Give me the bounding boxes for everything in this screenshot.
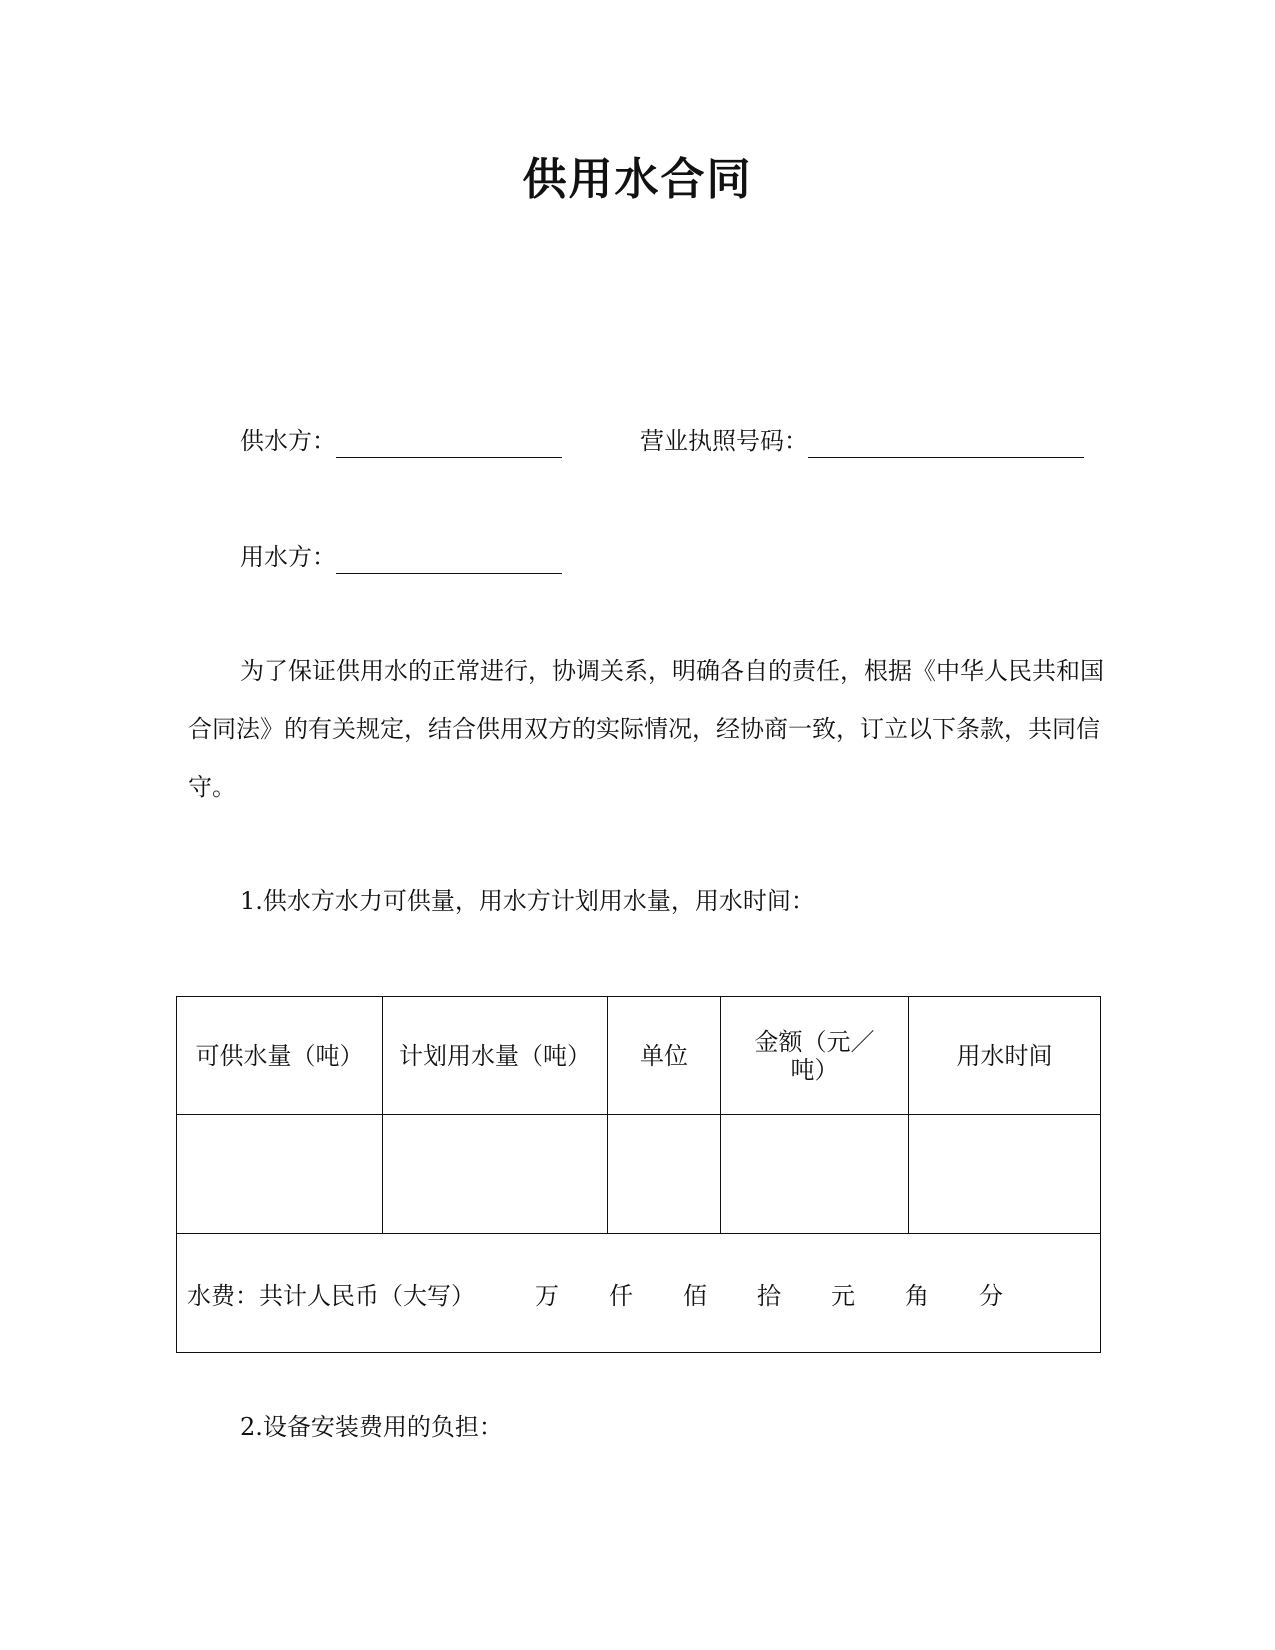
clause-2: 2.设备安装费用的负担： [240,1413,503,1441]
document-title: 供用水合同 [522,154,753,205]
table-row [177,1115,1101,1234]
fee-unit-wan: 万 [535,1281,559,1310]
user-field [240,540,562,574]
header-usage-time: 用水时间 [909,997,1101,1115]
fee-label: 水费：共计人民币（大写） [187,1281,475,1310]
fee-unit-fen: 分 [979,1281,1003,1310]
fee-unit-shi: 拾 [757,1281,781,1310]
header-amount: 金额（元／吨） [721,997,909,1115]
license-label: 营业执照号码： [640,427,808,455]
header-supply-volume: 可供水量（吨） [177,997,383,1115]
fee-unit-qian: 仟 [609,1281,633,1310]
cell-usage-time[interactable] [909,1115,1101,1234]
table-header-row [177,997,1101,1115]
preamble-text: 为了保证供用水的正常进行，协调关系，明确各自的责任，根据《中华人民共和国合同法》的有关规定，结合供用双方的实际情况，经协商一致，订立以下条款，共同信守。 [188,657,1104,801]
supplier-blank[interactable] [336,427,562,458]
preamble-paragraph [188,642,1108,816]
cell-supply-volume[interactable] [177,1115,383,1234]
fee-cell[interactable] [177,1234,1101,1353]
header-unit: 单位 [608,997,721,1115]
header-planned-volume: 计划用水量（吨） [383,997,608,1115]
fee-unit-jiao: 角 [905,1281,929,1310]
water-supply-table [176,996,1101,1353]
user-blank[interactable] [336,543,562,574]
user-label: 用水方： [240,543,336,571]
clause-1: 1.供水方水力可供量，用水方计划用水量，用水时间： [240,887,815,915]
supplier-field [240,424,562,458]
supplier-label: 供水方： [240,427,336,455]
cell-unit[interactable] [608,1115,721,1234]
license-field [640,424,1084,458]
license-blank[interactable] [808,427,1084,458]
fee-unit-yuan: 元 [831,1281,855,1310]
cell-planned-volume[interactable] [383,1115,608,1234]
fee-unit-bai: 佰 [683,1281,707,1310]
fee-row [177,1234,1101,1353]
cell-amount[interactable] [721,1115,909,1234]
